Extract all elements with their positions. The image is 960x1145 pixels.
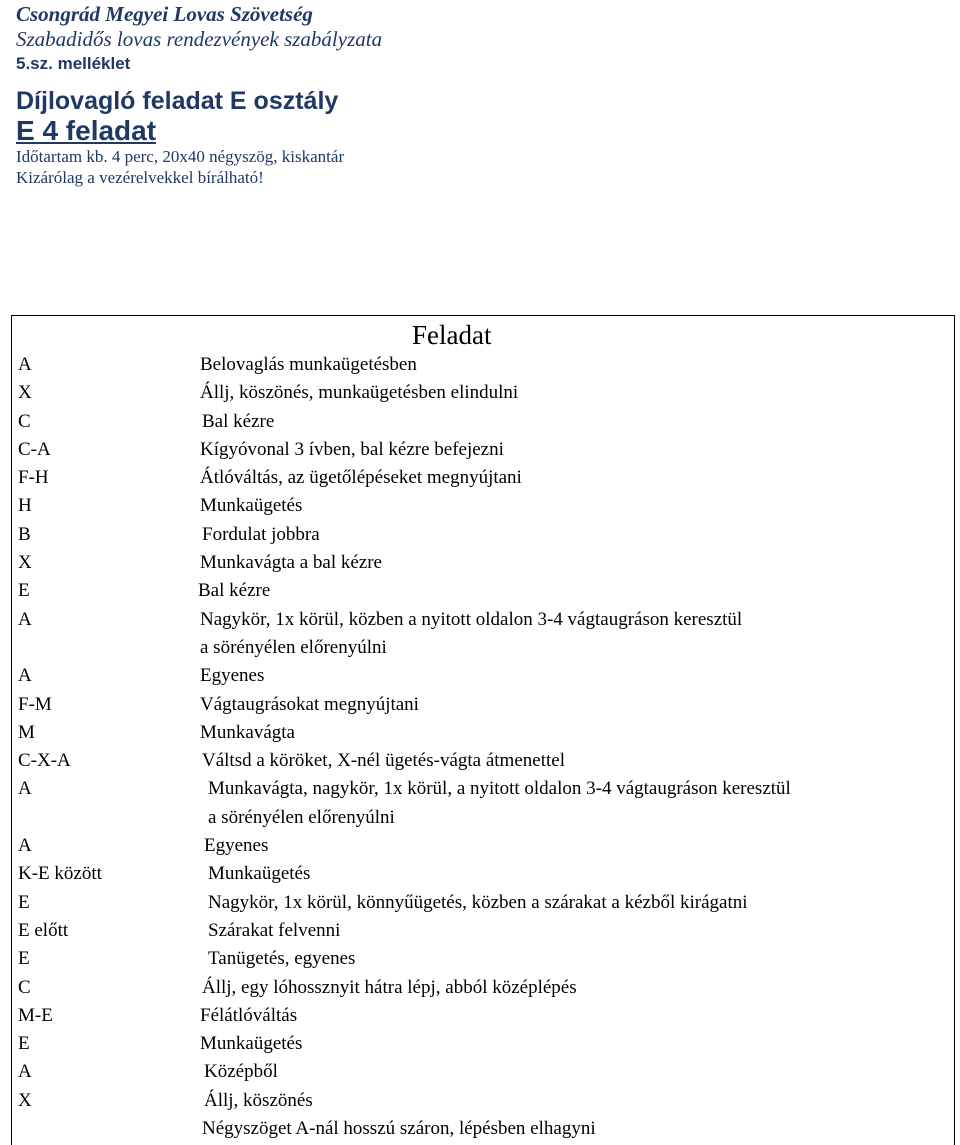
movement-text: a sörényélen előrenyúlni: [208, 806, 395, 828]
movement-text: Középből: [204, 1061, 278, 1083]
movement-text: Nagykör, 1x körül, könnyűügetés, közben a szárakat a kézből kirágatni: [208, 891, 748, 913]
arena-letter: C: [18, 410, 31, 432]
table-row: [12, 521, 954, 549]
duration-info: Időtartam kb. 4 perc, 20x40 négyszög, kiskantár: [16, 147, 345, 166]
table-row: [12, 436, 954, 464]
movement-text: Tanügetés, egyenes: [208, 948, 356, 970]
regulation-subtitle: Szabadidős lovas rendezvények szabályzata: [16, 27, 383, 51]
arena-letter: A: [18, 835, 32, 857]
task-table-heading: Feladat: [412, 320, 492, 350]
arena-letter: K-E között: [18, 863, 102, 885]
table-row: [12, 775, 954, 803]
movement-text: Váltsd a köröket, X-nél ügetés-vágta átmenettel: [202, 750, 565, 772]
table-row: [12, 634, 954, 662]
document-title: Díjlovagló feladat E osztály: [16, 87, 339, 115]
arena-letter: A: [18, 778, 32, 800]
movement-text: Állj, köszönés, munkaügetésben elindulni: [200, 382, 519, 404]
table-row: [12, 945, 954, 973]
arena-letter: X: [18, 552, 32, 574]
table-row: [12, 974, 954, 1002]
table-row: [12, 408, 954, 436]
table-row: [12, 549, 954, 577]
table-row: [12, 1087, 954, 1115]
table-row: [12, 1058, 954, 1086]
table-row: [12, 379, 954, 407]
arena-letter: C-A: [18, 438, 51, 460]
movement-text: Bal kézre: [198, 580, 271, 602]
movement-text: Állj, köszönés: [204, 1089, 313, 1111]
table-row: [12, 691, 954, 719]
movement-text: Egyenes: [200, 665, 265, 687]
movement-text: Szárakat felvenni: [208, 919, 341, 941]
movement-text: Munkaügetés: [200, 1033, 303, 1055]
arena-letter: A: [18, 608, 32, 630]
movement-text: a sörényélen előrenyúlni: [200, 636, 387, 658]
movement-text: Munkavágta a bal kézre: [200, 552, 382, 574]
table-row: [12, 719, 954, 747]
arena-letter: M: [18, 721, 35, 743]
task-rows: [12, 351, 954, 1143]
table-row: [12, 1115, 954, 1143]
arena-letter: A: [18, 354, 32, 375]
arena-letter: A: [18, 665, 32, 687]
movement-text: Kígyóvonal 3 ívben, bal kézre befejezni: [200, 438, 504, 460]
movement-text: Munkavágta, nagykör, 1x körül, a nyitott oldalon 3-4 vágtaugráson keresztül: [208, 778, 791, 800]
arena-letter: [12, 634, 188, 662]
arena-letter: A: [18, 1061, 32, 1083]
table-row: [12, 1030, 954, 1058]
arena-letter: E előtt: [18, 919, 69, 941]
arena-letter: F-M: [18, 693, 52, 715]
movement-text: Vágtaugrásokat megnyújtani: [200, 693, 419, 715]
annex-label: 5.sz. melléklet: [16, 54, 131, 73]
table-row: [12, 747, 954, 775]
arena-letter: X: [18, 382, 32, 404]
arena-letter: [12, 1115, 188, 1143]
document-header: [16, 2, 946, 188]
movement-text: Állj, egy lóhossznyit hátra lépj, abból középlépés: [202, 976, 577, 998]
arena-letter: H: [18, 495, 32, 517]
movement-text: Félátlóváltás: [200, 1004, 298, 1026]
arena-letter: F-H: [18, 467, 49, 489]
movement-text: Munkaügetés: [208, 863, 311, 885]
table-row: [12, 606, 954, 634]
task-table: [11, 315, 955, 1145]
arena-letter: X: [18, 1089, 32, 1111]
table-row: [12, 1002, 954, 1030]
movement-text: Bal kézre: [202, 410, 275, 432]
task-number: E 4 feladat: [16, 115, 157, 146]
table-row: [12, 917, 954, 945]
arena-letter: E: [18, 1033, 30, 1055]
arena-letter: B: [18, 523, 31, 545]
organization-name: Csongrád Megyei Lovas Szövetség: [16, 2, 313, 26]
judging-note: Kizárólag a vezérelvekkel bírálható!: [16, 168, 264, 187]
table-row: [12, 804, 954, 832]
table-row: [12, 860, 954, 888]
table-row: [12, 662, 954, 690]
arena-letter: C-X-A: [18, 750, 71, 772]
arena-letter: E: [18, 891, 30, 913]
movement-text: Egyenes: [204, 835, 269, 857]
movement-text: Munkavágta: [200, 721, 295, 743]
movement-text: Belovaglás munkaügetésben: [200, 354, 417, 375]
arena-letter: C: [18, 976, 31, 998]
table-row: [12, 577, 954, 605]
table-row: [12, 351, 954, 379]
movement-text: Fordulat jobbra: [202, 523, 320, 545]
table-row: [12, 889, 954, 917]
movement-text: Átlóváltás, az ügetőlépéseket megnyújtani: [200, 467, 522, 489]
table-row: [12, 832, 954, 860]
arena-letter: E: [18, 580, 30, 602]
arena-letter: M-E: [18, 1004, 53, 1026]
table-row: [12, 464, 954, 492]
movement-text: Munkaügetés: [200, 495, 303, 517]
table-row: [12, 492, 954, 520]
movement-text: Négyszöget A-nál hosszú száron, lépésben elhagyni: [202, 1118, 596, 1140]
arena-letter: E: [18, 948, 30, 970]
movement-text: Nagykör, 1x körül, közben a nyitott oldalon 3-4 vágtaugráson keresztül: [200, 608, 743, 630]
arena-letter: [12, 804, 188, 832]
